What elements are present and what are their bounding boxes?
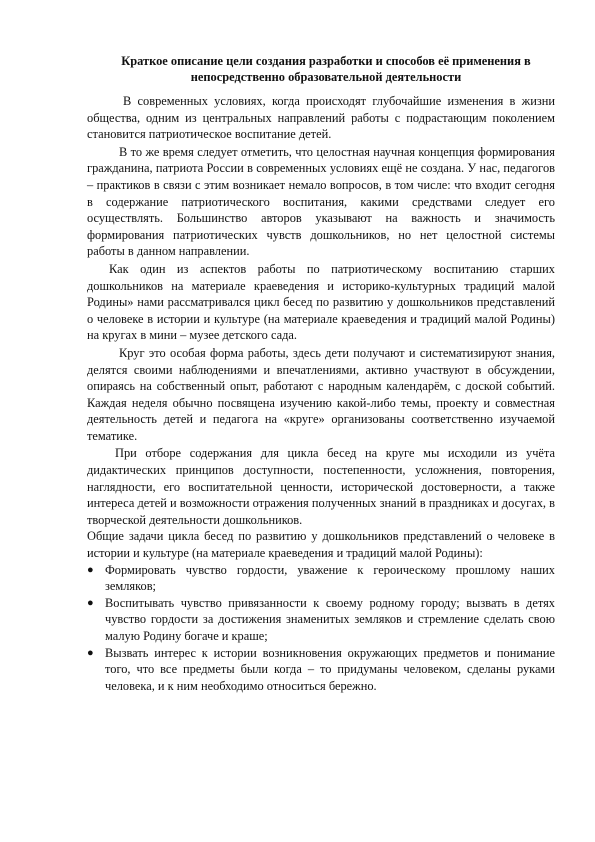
paragraph-1: В современных условиях, когда происходят глубочайшие изменения в жизни общества, одним из центральных направлений работы с подрастающим поколением становится патриотическое воспитание детей. — [87, 94, 555, 142]
paragraph-2: В то же время следует отметить, что целостная научная концепция формирования гражданина, патриота России в современных условиях ещё не создана. У нас, педагогов – практиков в связи с этим возникает немало вопросов, в том числе: что входит сегодня в содержание патриотического воспитания, какими средствами следует его осуществлять. Большинство авторов указывают на важность и значимость формирования патриотических чувств дошкольников, но нет целостной системы работы в данном направлении. — [87, 144, 555, 259]
list-item-text: Воспитывать чувство привязанности к своему родному городу; вызвать в детях чувство гордости за достижения знаменитых земляков и стремление сделать свою малую Родину богаче и краше; — [105, 595, 555, 643]
list-item — [87, 562, 555, 595]
document-title: Краткое описание цели создания разработки и способов её применения в непосредственно образовательной деятельности — [121, 54, 531, 84]
list-item — [87, 645, 555, 695]
document-body — [87, 53, 555, 694]
paragraph-6: Общие задачи цикла бесед по развитию у дошкольников представлений о человеке в истории и культуре (на материале краеведения и традиций малой Родины): — [87, 529, 555, 561]
list-item — [87, 595, 555, 645]
task-list — [87, 562, 555, 695]
bullet-icon: ● — [87, 563, 94, 576]
bullet-icon: ● — [87, 646, 94, 659]
list-item-text: Формировать чувство гордости, уважение к героическому прошлому наших земляков; — [105, 562, 555, 594]
paragraph-3: Как один из аспектов работы по патриотическому воспитанию старших дошкольников на материале краеведения и историко-культурных традиций малой Родины» нами рассматривался цикл бесед по развитию у дошкольников представлений о человеке в истории и культуре (на материале краеведения и традиций малой Родины) на кругах в мини – музее детского сада. — [87, 261, 555, 343]
list-item-text: Вызвать интерес к истории возникновения окружающих предметов и понимание того, что все предметы были когда – то придуманы человеком, сделаны руками человека, и к ним необходимо относиться бережно. — [105, 645, 555, 693]
paragraph-4: Круг это особая форма работы, здесь дети получают и систематизируют знания, делятся своими наблюдениями и впечатлениями, активно участвуют в обсуждении, опираясь на собственный опыт, работают с народным календарём, с доской событий. Каждая неделя обычно посвящена изучению какой-либо темы, проекту и совместная деятельность детей и педагога на «круге» организованы соответственно изучаемой тематике. — [87, 345, 555, 443]
paragraph-5: При отборе содержания для цикла бесед на круге мы исходили из учёта дидактических принципов доступности, постепенности, усложнения, повторения, наглядности, его воспитательной ценности, исторической достоверности, а также интереса детей и возможности отражения полученных знаний в праздниках и досугах, в творческой деятельности дошкольников. — [87, 446, 555, 527]
bullet-icon: ● — [87, 596, 94, 609]
